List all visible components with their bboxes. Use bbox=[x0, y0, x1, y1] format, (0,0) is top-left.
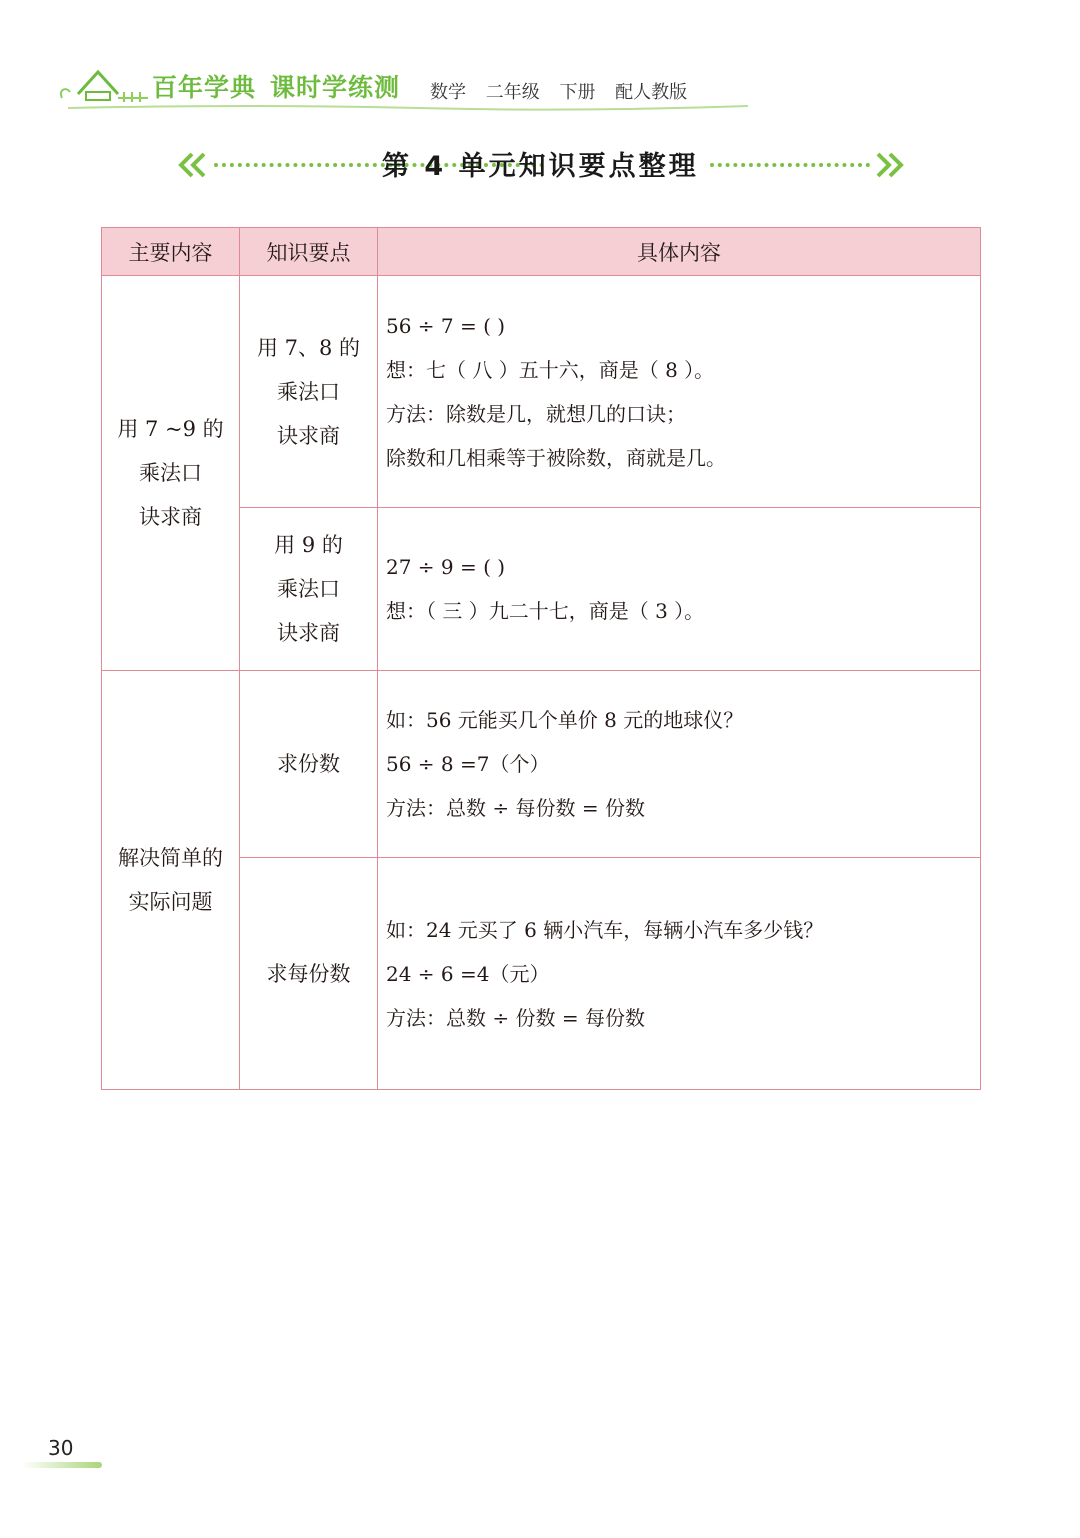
content-line: 想：七（ 八 ）五十六，商是（ 8 ）。 bbox=[386, 357, 715, 382]
page-number-bar bbox=[22, 1462, 102, 1468]
table-header-row bbox=[102, 228, 981, 276]
content-line: 24 ÷ 6 =4（元） bbox=[386, 961, 550, 986]
knowledge-point-line: 求每份数 bbox=[266, 961, 351, 986]
knowledge-table bbox=[101, 227, 981, 1090]
knowledge-point-cell bbox=[240, 671, 378, 858]
knowledge-point-line: 求份数 bbox=[277, 752, 340, 776]
content-line: 想：（ 三 ）九二十七，商是（ 3 ）。 bbox=[386, 599, 705, 623]
main-topic-cell bbox=[102, 671, 240, 1090]
content-cell bbox=[378, 508, 981, 671]
knowledge-point-cell bbox=[240, 508, 378, 671]
content-line: 56 ÷ 8 =7（个） bbox=[386, 752, 550, 776]
knowledge-point-cell bbox=[240, 858, 378, 1090]
content-cell bbox=[378, 671, 981, 858]
brand-title bbox=[152, 68, 400, 104]
content-line: 方法：总数 ÷ 份数 = 每份数 bbox=[386, 1005, 645, 1030]
content-line: 方法：总数 ÷ 每份数 = 份数 bbox=[386, 796, 645, 820]
header-underline bbox=[58, 102, 758, 112]
main-topic-line: 诀求商 bbox=[139, 505, 202, 529]
content-line: 27 ÷ 9 = ( ) bbox=[386, 555, 506, 579]
section-title-bar bbox=[178, 140, 904, 190]
double-chevron-left-icon bbox=[178, 152, 208, 178]
header-main-content: 主要内容 bbox=[102, 228, 240, 276]
knowledge-point-line: 用 7、8 的 bbox=[256, 335, 361, 360]
knowledge-point-line: 诀求商 bbox=[277, 423, 340, 448]
knowledge-point-line: 用 9 的 bbox=[274, 533, 343, 557]
page-header bbox=[58, 62, 758, 112]
content-line: 除数和几相乘等于被除数，商就是几。 bbox=[386, 445, 726, 470]
header-specific-content: 具体内容 bbox=[378, 228, 981, 276]
content-cell bbox=[378, 858, 981, 1090]
brand-series: 课时学练测 bbox=[270, 73, 401, 102]
header-knowledge-point: 知识要点 bbox=[240, 228, 378, 276]
content-line: 56 ÷ 7 = ( ) bbox=[386, 313, 506, 338]
knowledge-point-line: 诀求商 bbox=[277, 621, 340, 645]
table-row bbox=[102, 671, 981, 858]
content-line: 如：56 元能买几个单价 8 元的地球仪？ bbox=[386, 708, 744, 732]
page-number: 30 bbox=[48, 1436, 74, 1460]
table-row bbox=[102, 276, 981, 508]
section-title: 第 4 单元知识要点整理 bbox=[382, 151, 699, 182]
brand-name: 百年学典 bbox=[152, 73, 257, 102]
main-topic-line: 实际问题 bbox=[128, 890, 213, 914]
main-topic-line: 用 7 ~9 的 bbox=[117, 417, 224, 441]
content-line: 方法：除数是几，就想几的口诀； bbox=[386, 401, 686, 426]
double-chevron-right-icon bbox=[874, 152, 904, 178]
knowledge-point-cell bbox=[240, 276, 378, 508]
main-topic-line: 乘法口 bbox=[139, 461, 202, 485]
main-topic-line: 解决简单的 bbox=[118, 846, 223, 870]
content-cell bbox=[378, 276, 981, 508]
main-topic-cell bbox=[102, 276, 240, 671]
book-subtitle: 数学 二年级 下册 配人教版 bbox=[430, 82, 688, 103]
knowledge-point-line: 乘法口 bbox=[277, 379, 340, 404]
knowledge-point-line: 乘法口 bbox=[277, 577, 340, 601]
content-line: 如：24 元买了 6 辆小汽车，每辆小汽车多少钱？ bbox=[386, 917, 824, 942]
dotted-line-right bbox=[710, 163, 870, 167]
